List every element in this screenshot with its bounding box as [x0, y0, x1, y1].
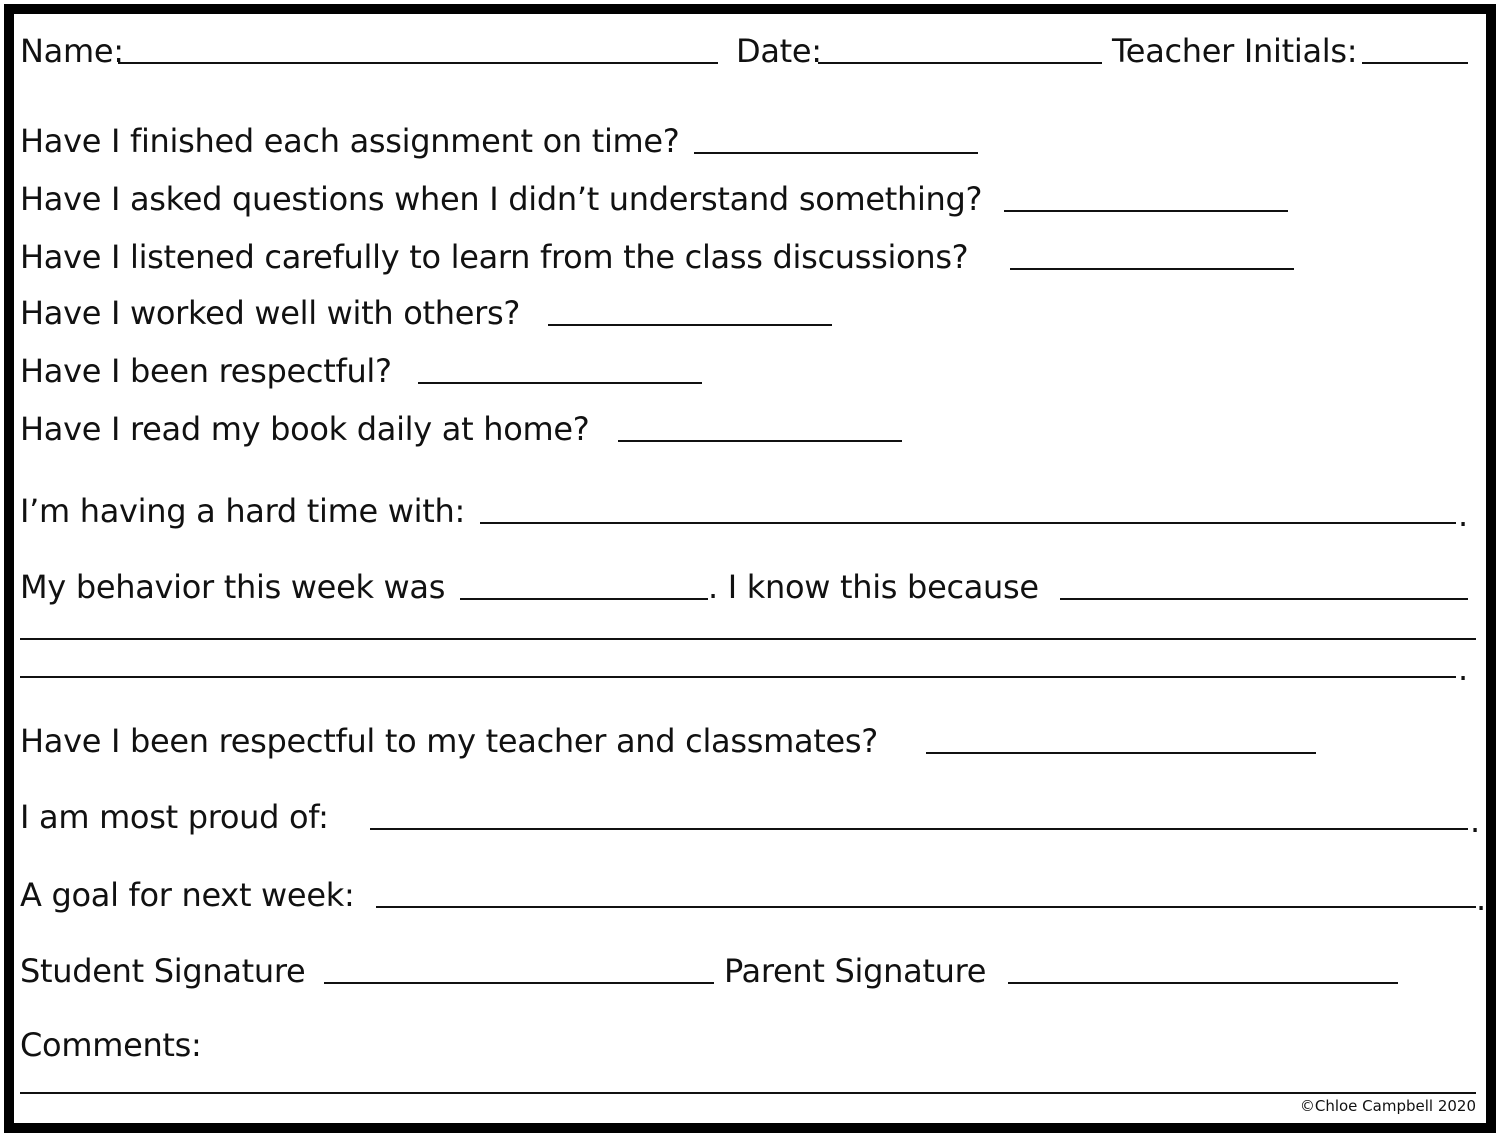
- name-line[interactable]: [118, 62, 718, 64]
- hard-time-label: I’m having a hard time with:: [20, 492, 465, 530]
- goal-line[interactable]: [376, 906, 1476, 908]
- answer-line-5[interactable]: [418, 382, 702, 384]
- respectful-teacher-question: Have I been respectful to my teacher and classmates?: [20, 722, 878, 760]
- student-signature-line[interactable]: [324, 982, 714, 984]
- answer-line-2[interactable]: [1004, 210, 1288, 212]
- date-label: Date:: [736, 32, 822, 70]
- because-line-2[interactable]: [20, 638, 1476, 640]
- question-1: Have I finished each assignment on time?: [20, 122, 680, 160]
- behavior-line[interactable]: [460, 598, 708, 600]
- answer-line-1[interactable]: [694, 152, 978, 154]
- because-line-3[interactable]: [20, 676, 1456, 678]
- question-5: Have I been respectful?: [20, 352, 392, 390]
- because-line-1[interactable]: [1060, 598, 1468, 600]
- question-6: Have I read my book daily at home?: [20, 410, 590, 448]
- teacher-initials-label: Teacher Initials:: [1112, 32, 1358, 70]
- teacher-initials-line[interactable]: [1362, 62, 1468, 64]
- goal-label: A goal for next week:: [20, 876, 355, 914]
- respectful-teacher-line[interactable]: [926, 752, 1316, 754]
- behavior-label: My behavior this week was: [20, 568, 446, 606]
- date-line[interactable]: [818, 62, 1102, 64]
- parent-signature-label: Parent Signature: [724, 952, 987, 990]
- answer-line-4[interactable]: [548, 324, 832, 326]
- question-3: Have I listened carefully to learn from the class discussions?: [20, 238, 969, 276]
- comments-line[interactable]: [20, 1092, 1476, 1094]
- proud-period: .: [1470, 802, 1481, 840]
- parent-signature-line[interactable]: [1008, 982, 1398, 984]
- question-4: Have I worked well with others?: [20, 294, 521, 332]
- copyright-text: ©Chloe Campbell 2020: [1299, 1097, 1476, 1115]
- goal-period: .: [1476, 880, 1487, 918]
- behavior-because-label: . I know this because: [708, 568, 1039, 606]
- because-period: .: [1458, 650, 1469, 688]
- proud-label: I am most proud of:: [20, 798, 329, 836]
- comments-label: Comments:: [20, 1026, 202, 1064]
- hard-time-period: .: [1458, 496, 1469, 534]
- hard-time-line[interactable]: [480, 522, 1456, 524]
- answer-line-6[interactable]: [618, 440, 902, 442]
- worksheet: [4, 4, 1496, 1133]
- proud-line[interactable]: [370, 828, 1468, 830]
- student-signature-label: Student Signature: [20, 952, 306, 990]
- answer-line-3[interactable]: [1010, 268, 1294, 270]
- name-label: Name:: [20, 32, 124, 70]
- question-2: Have I asked questions when I didn’t understand something?: [20, 180, 983, 218]
